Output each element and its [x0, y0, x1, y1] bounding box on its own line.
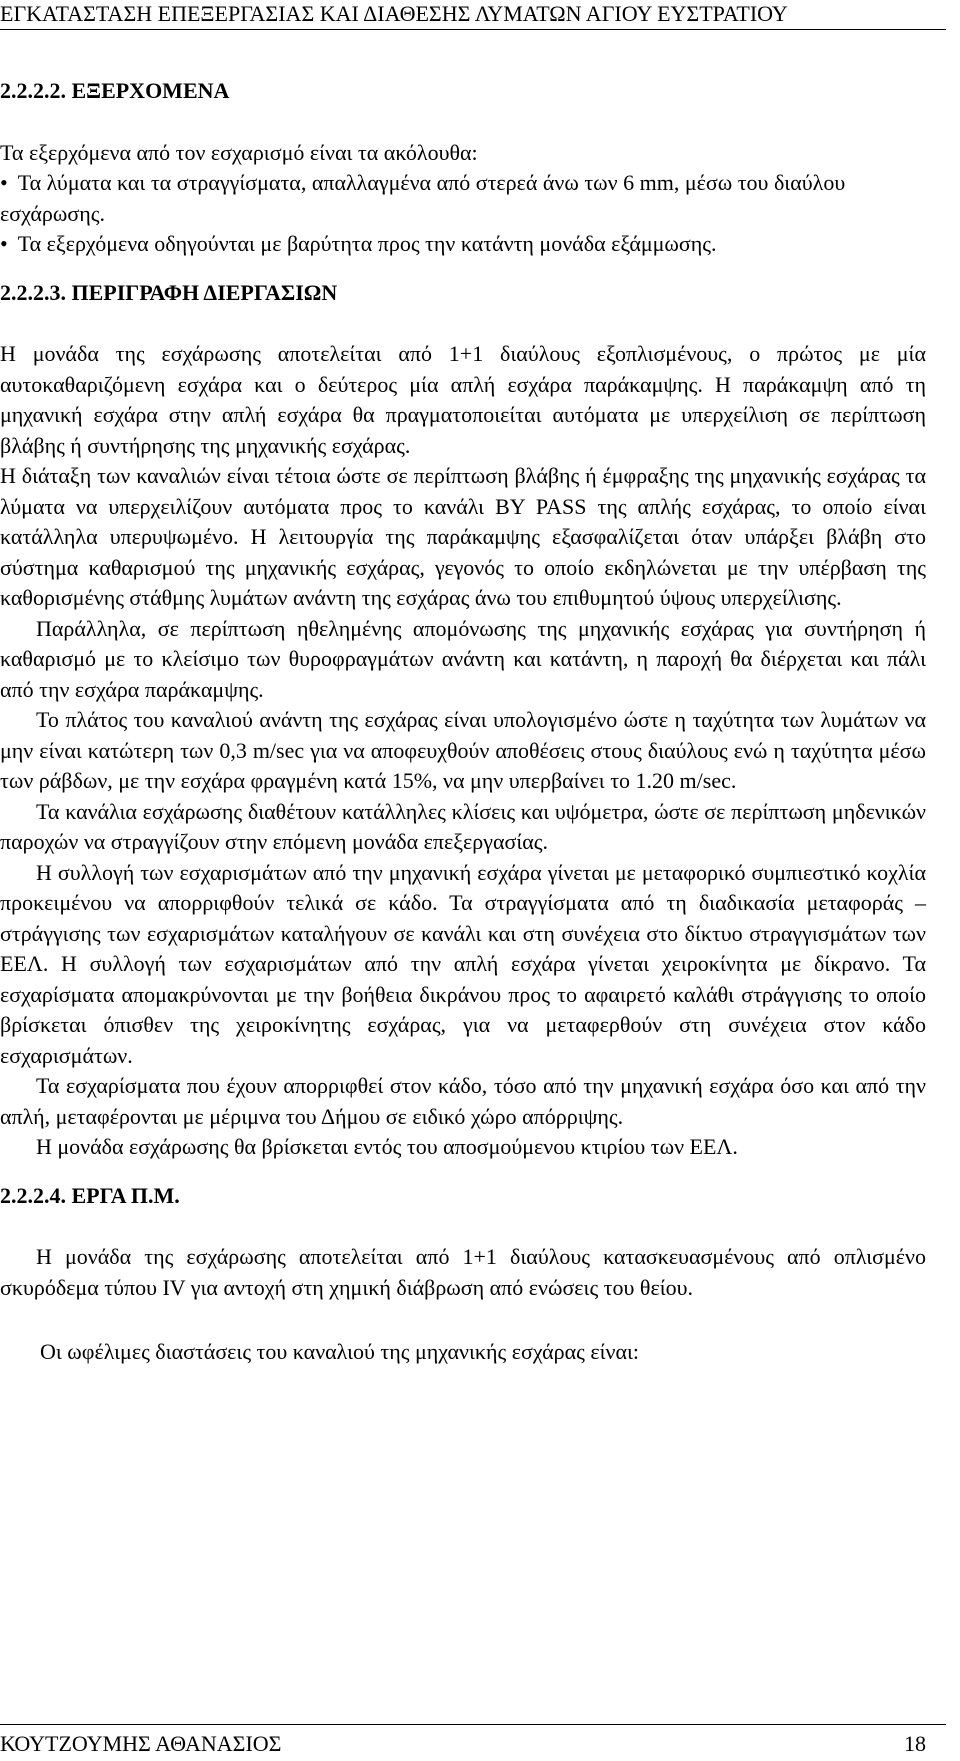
process-paragraph: Παράλληλα, σε περίπτωση ηθελημένης απομόνωσης της μηχανικής εσχάρας για συντήρηση ή καθαρισμό με το κλείσιμο των θυροφραγμάτων ανάντη και κατάντη, η παροχή θα διέρχεται και πάλι από την εσχάρα παράκαμψης. — [0, 615, 926, 702]
footer-rule — [0, 1724, 946, 1725]
process-paragraph: Η μονάδα της εσχάρωσης αποτελείται από 1+1 διαύλους εξοπλισμένους, ο πρώτος με μία αυτοκαθαριζόμενη εσχάρα και ο δεύτερος μία απλή εσχάρα παράκαμψης. Η παράκαμψη από τη μηχανική εσχάρα στην απλή εσχάρα θα πραγματοποιείται αυτόματα με υπερχείλιση σε περίπτωση βλάβης ή συντήρησης της μηχανικής εσχάρας. — [0, 341, 926, 458]
process-paragraph: Τα κανάλια εσχάρωσης διαθέτουν κατάλληλες κλίσεις και υψόμετρα, ώστε σε περίπτωση μηδενικών παροχών να στραγγίζουν στην επόμενη μονάδα επεξεργασίας. — [0, 798, 926, 854]
section-heading-process: 2.2.2.3. ΠΕΡΙΓΡΑΦΗ ΔΙΕΡΓΑΣΙΩΝ — [0, 279, 338, 305]
works-paragraph: Η μονάδα της εσχάρωσης αποτελείται από 1+1 διαύλους κατασκευασμένους από οπλισμένο σκυρόδεμα τύπου IV για αντοχή στη χημική διάβρωση από ενώσεις του θείου. — [0, 1244, 926, 1300]
running-footer — [0, 1730, 926, 1758]
bullet-item: • Τα λύματα και τα στραγγίσματα, απαλλαγμένα από στερεά άνω των 6 mm, μέσω του διαύλου εσχάρωσης. — [0, 168, 926, 229]
outputs-intro: Τα εξερχόμενα από τον εσχαρισμό είναι τα ακόλουθα: — [0, 139, 478, 165]
process-paragraph: Η μονάδα εσχάρωσης θα βρίσκεται εντός του αποσμούμενου κτιρίου των ΕΕΛ. — [36, 1134, 738, 1159]
process-paragraph: Η συλλογή των εσχαρισμάτων από την μηχανική εσχάρα γίνεται με μεταφορικό συμπιεστικό κοχλία προκειμένου να απορριφθούν τελικά σε κάδο. Τα στραγγίσματα από τη διαδικασία μεταφοράς – στράγγισης των εσχαρισμάτων καταλήγουν σε κανάλι και στη συνέχεια στο δίκτυο στραγγισμάτων των ΕΕΛ. Η συλλογή των εσχαρισμάτων από την απλή εσχάρα γίνεται χειροκίνητα με δίκρανο. Τα εσχαρίσματα απομακρύνονται με την βοήθεια δικράνου προς το αφαιρετό καλάθι στράγγισης το οποίο βρίσκεται όπισθεν της χειροκίνητης εσχάρας, για να μεταφερθούν στη συνέχεια στον κάδο εσχαρισμάτων. — [0, 859, 926, 1068]
outputs-bullet-list — [0, 168, 926, 260]
process-paragraph: Το πλάτος του καναλιού ανάντη της εσχάρας είναι υπολογισμένο ώστε η ταχύτητα των λυμάτων να μην είναι κατώτερη των 0,3 m/sec για να αποφευχθούν αποθέσεις στους διαύλους ενώ η ταχύτητα μέσω των ράβδων, με την εσχάρα φραγμένη κατά 15%, να μην υπερβαίνει το 1.20 m/sec. — [0, 707, 926, 793]
dimensions-intro: Οι ωφέλιμες διαστάσεις του καναλιού της μηχανικής εσχάρας είναι: — [40, 1339, 640, 1364]
header-rule — [0, 29, 946, 30]
bullet-item: • Τα εξερχόμενα οδηγούνται με βαρύτητα προς την κατάντη μονάδα εξάμμωσης. — [0, 229, 926, 260]
page-number: 18 — [904, 1731, 926, 1756]
process-paragraph: Η διάταξη των καναλιών είναι τέτοια ώστε σε περίπτωση βλάβης ή έμφραξης της μηχανικής εσχάρας τα λύματα να υπερχειλίζουν αυτόματα προς το κανάλι BY PASS της απλής εσχάρας, το οποίο είναι κατάλληλα υπερυψωμένο. Η λειτουργία της παράκαμψης εξασφαλίζεται όταν υπάρξει βλάβη στο σύστημα καθαρισμού της μηχανικής εσχάρας, γεγονός το οποίο εκδηλώνεται με την υπέρβαση της καθορισμένης στάθμης λυμάτων ανάντη της εσχάρας άνω του επιθυμητού ύψους υπερχείλισης. — [0, 463, 926, 610]
footer-author: ΚΟΥΤΖΟΥΜΗΣ ΑΘΑΝΑΣΙΟΣ — [0, 1731, 282, 1756]
running-header: ΕΓΚΑΤΑΣΤΑΣΗ ΕΠΕΞΕΡΓΑΣΙΑΣ ΚΑΙ ΔΙΑΘΕΣΗΣ ΛΥΜΑΤΩΝ ΑΓΙΟΥ ΕΥΣΤΡΑΤΙΟΥ — [0, 1, 788, 26]
section-heading-outputs: 2.2.2.2. ΕΞΕΡΧΟΜΕΝΑ — [0, 78, 230, 103]
process-paragraph: Τα εσχαρίσματα που έχουν απορριφθεί στον κάδο, τόσο από την μηχανική εσχάρα όσο και από την απλή, μεταφέρονται με μέριμνα του Δήμου σε ειδικό χώρο απόρριψης. — [0, 1073, 926, 1129]
document-body — [0, 76, 926, 1368]
section-heading-works: 2.2.2.4. ΕΡΓΑ Π.Μ. — [0, 1182, 180, 1208]
